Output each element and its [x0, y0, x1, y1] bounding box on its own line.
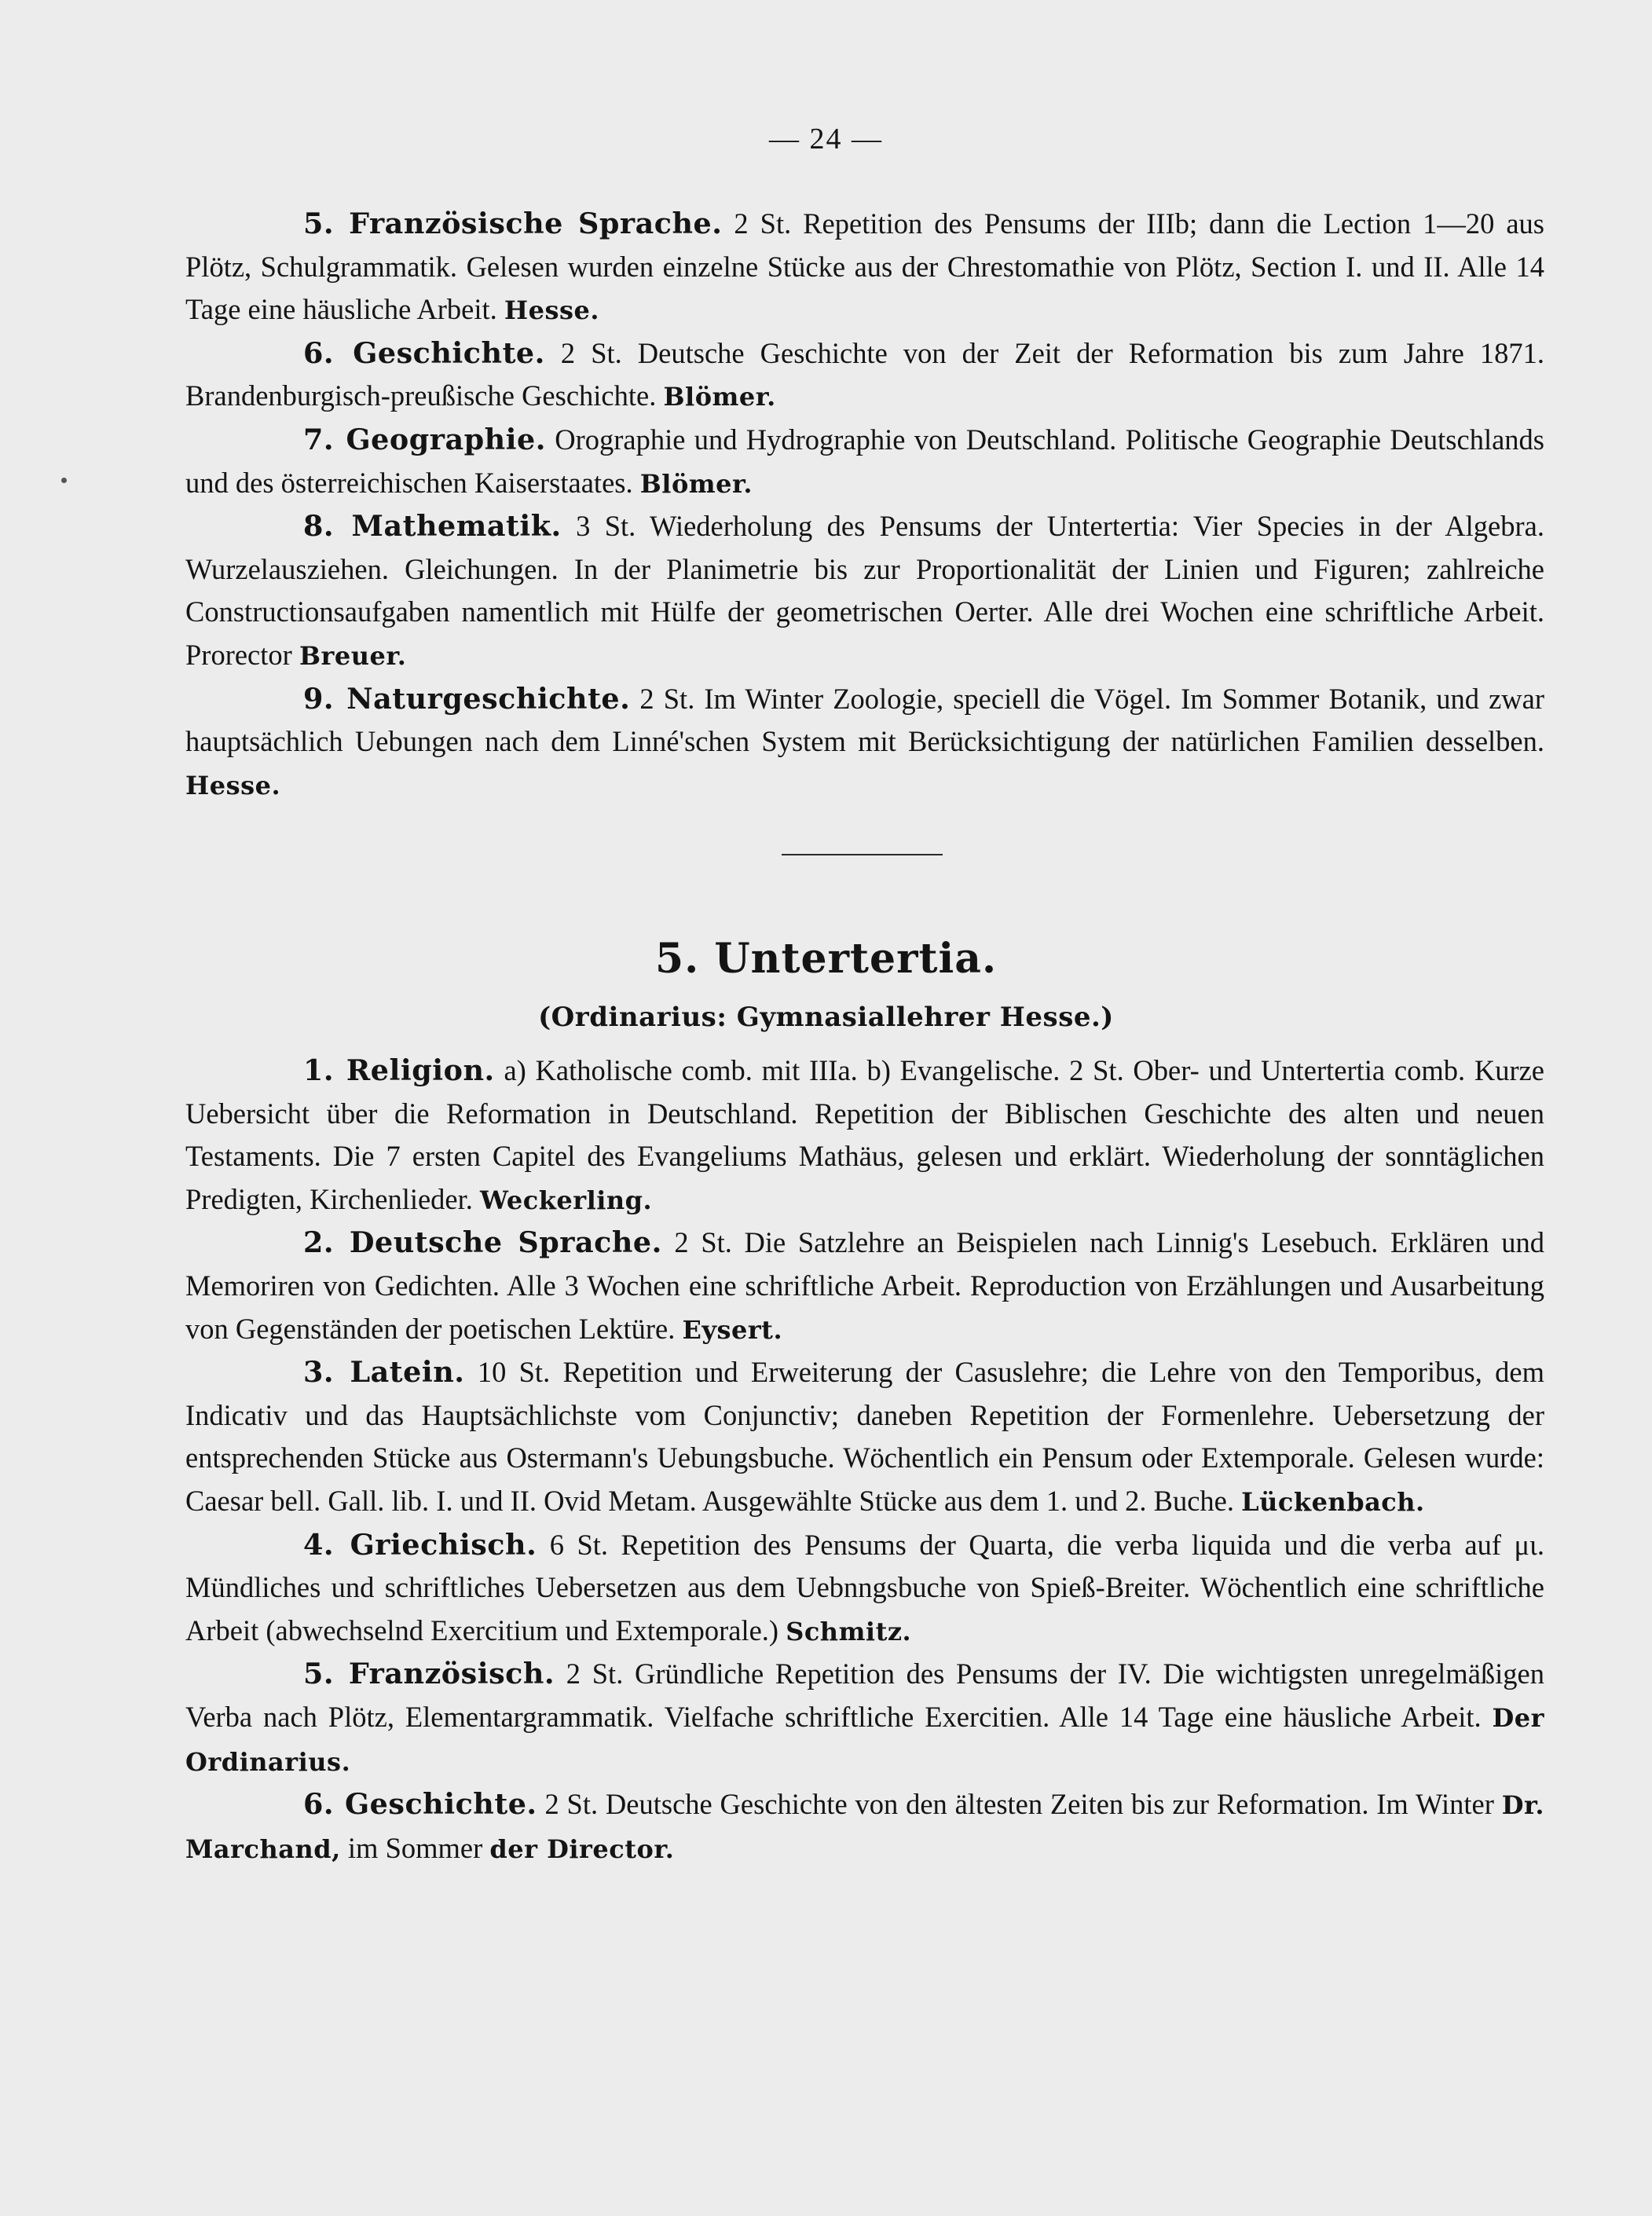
teacher-name: Lückenbach.	[1241, 1486, 1425, 1517]
paragraph-griechisch	[185, 1524, 1544, 1654]
paragraph-text: 6 St. Repetition des Pensums der Quarta, die verba liquida und die verba auf μι. Mündliches und schriftliches Uebersetzen aus dem Uebnngsbuche von Spieß-Breiter. Wöchentlich eine schriftliche Arbeit (abwechselnd Exercitium und Extemporale.)	[185, 1528, 1544, 1646]
paragraph-text: 2 St. Die Satzlehre an Beispielen nach Linnig's Lesebuch. Erklären und Memoriren von Gedichten. Alle 3 Wochen eine schriftliche Arbeit. Reproduction von Erzählungen und Ausarbeitung von Gegenständen der poetischen Lektüre.	[185, 1226, 1544, 1345]
paragraph-naturgeschichte	[185, 678, 1544, 808]
lower-section	[185, 1049, 1544, 1870]
paragraph-text: 10 St. Repetition und Erweiterung der Casuslehre; die Lehre von den Temporibus, dem Indicativ und das Hauptsächlichste vom Conjunctiv; daneben Repetition der Formenlehre. Uebersetzung der entsprechenden Stücke aus Ostermann's Uebungsbuche. Wöchentlich ein Pensum oder Extemporale. Gelesen wurde: Caesar bell. Gall. lib. I. und II. Ovid Metam. Ausgewählte Stücke aus dem 1. und 2. Buche.	[185, 1356, 1544, 1517]
paragraph-text: 2 St. Repetition des Pensums der IIIb; dann die Lection 1—20 aus Plötz, Schulgrammatik. Gelesen wurden einzelne Stücke aus der Chrestomathie von Plötz, Section I. und II. Alle 14 Tage eine häusliche Arbeit.	[185, 207, 1545, 326]
paragraph-religion	[185, 1049, 1544, 1222]
teacher-name: Schmitz.	[786, 1616, 912, 1646]
teacher-name: Breuer.	[299, 640, 407, 671]
section-subtitle: (Ordinarius: Gymnasiallehrer Hesse.)	[538, 1002, 1114, 1033]
subject-heading: 6. Geschichte.	[303, 1787, 537, 1822]
paragraph-text: 2 St. Deutsche Geschichte von der Zeit der Reformation bis zum Jahre 1871. Brandenburgisch-preußische Geschichte.	[185, 336, 1544, 412]
teacher-name: Blömer.	[639, 468, 753, 499]
section-divider	[782, 854, 943, 855]
subject-heading: 5. Französisch.	[303, 1657, 555, 1691]
teacher-name: Weckerling.	[480, 1185, 653, 1215]
paragraph-text: 3 St. Wiederholung des Pensums der Untertertia: Vier Species in der Algebra. Wurzelausziehen. Gleichungen. In der Planimetrie bis zur Proportionalität der Linien und Figuren; zahlreiche Constructionsaufgaben namentlich mit Hülfe der geometrischen Oerter. Alle drei Wochen eine schriftliche Arbeit. Prorector	[185, 510, 1544, 671]
subject-heading: 6. Geschichte.	[303, 335, 545, 370]
upper-section	[185, 203, 1544, 807]
teacher-name: Blömer.	[663, 382, 776, 412]
section-title: 5. Untertertia.	[654, 935, 998, 983]
subject-heading: 3. Latein.	[303, 1355, 465, 1390]
paragraph-text: a) Katholische comb. mit IIIa. b) Evangelische. 2 St. Ober- und Untertertia comb. Kurze Uebersicht über die Reformation in Deutschland. Repetition der Biblischen Geschichte des alten und neuen Testaments. Die 7 ersten Capitel des Evangeliums Mathäus, gelesen und erklärt. Wiederholung der sonntäglichen Predigten, Kirchenlieder.	[185, 1054, 1545, 1215]
paragraph-text: 2 St. Im Winter Zoologie, speciell die Vögel. Im Sommer Botanik, und zwar hauptsächlich Uebungen nach dem Linné'schen System mit Berücksichtigung der natürlichen Familien desselben.	[185, 682, 1544, 758]
paragraph-latein	[185, 1351, 1544, 1523]
teacher-name: Eysert.	[682, 1314, 783, 1345]
teacher-name: der Director.	[489, 1833, 675, 1864]
subject-heading: 1. Religion.	[303, 1053, 495, 1087]
paragraph-text: 2 St. Gründliche Repetition des Pensums der IV. Die wichtigsten unregelmäßigen Verba nach Plötz, Elementargrammatik. Vielfache schriftliche Exercitien. Alle 14 Tage eine häusliche Arbeit.	[185, 1657, 1544, 1733]
subject-heading: 8. Mathematik.	[303, 509, 562, 544]
teacher-name: Hesse.	[185, 770, 281, 800]
subject-heading: 5. Französische Sprache.	[303, 207, 723, 240]
margin-speck	[61, 478, 67, 483]
page-number: — 24 —	[769, 123, 883, 156]
paragraph-geschichte-ut	[185, 1783, 1544, 1870]
paragraph-mathematik	[185, 505, 1544, 677]
paragraph-deutsch	[185, 1222, 1544, 1351]
teacher-name: Hesse.	[504, 295, 600, 326]
teacher-name: Der Ordinarius.	[185, 1702, 1544, 1777]
paragraph-franzoesisch	[185, 203, 1544, 332]
paragraph-text: Orographie und Hydrographie von Deutschland. Politische Geographie Deutschlands und des österreichischen Kaiserstaates.	[185, 423, 1544, 499]
subject-heading: 2. Deutsche Sprache.	[303, 1225, 662, 1260]
paragraph-text: 2 St. Deutsche Geschichte von den ältesten Zeiten bis zur Reformation. Im Winter	[537, 1788, 1502, 1821]
subject-heading: 4. Griechisch.	[303, 1527, 537, 1562]
paragraph-franzoesisch-ut	[185, 1653, 1544, 1783]
subject-heading: 7. Geographie.	[303, 422, 546, 456]
paragraph-geschichte	[185, 332, 1544, 419]
subject-heading: 9. Naturgeschichte.	[303, 681, 631, 716]
teacher-name: Dr. Marchand,	[185, 1790, 1544, 1864]
paragraph-text: im Sommer	[340, 1831, 490, 1864]
paragraph-geographie	[185, 419, 1544, 505]
